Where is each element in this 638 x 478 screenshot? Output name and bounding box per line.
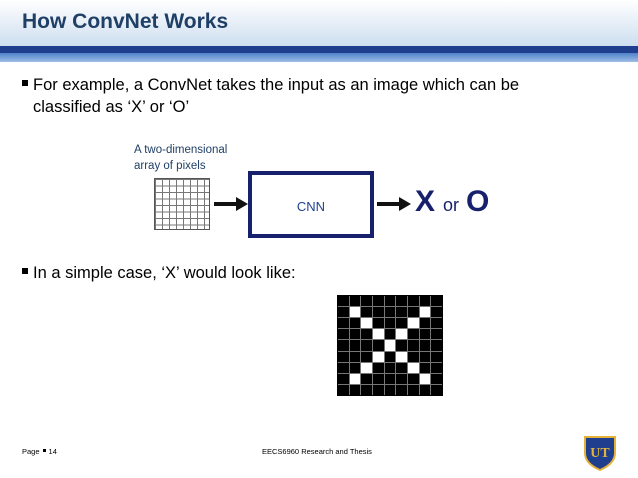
pixel-cell xyxy=(408,340,419,350)
pixel-cell xyxy=(338,318,349,328)
pixel-cell xyxy=(431,340,442,350)
bullet-marker xyxy=(22,80,28,86)
pixel-cell xyxy=(420,296,431,306)
pixel-cell xyxy=(420,318,431,328)
pixel-cell xyxy=(350,307,361,317)
x-pattern-grid xyxy=(337,295,443,396)
slide-title: How ConvNet Works xyxy=(22,10,229,33)
pixel-cell xyxy=(385,340,396,350)
pixel-cell xyxy=(431,329,442,339)
pixel-array-caption xyxy=(134,142,254,174)
pixel-cell xyxy=(373,329,384,339)
title-rule xyxy=(0,46,638,53)
pixel-cell xyxy=(350,374,361,384)
pixel-cell xyxy=(396,352,407,362)
bullet-1-line1: For example, a ConvNet takes the input as an image which can be xyxy=(33,76,520,94)
bullet-2-line1: In a simple case, ‘X’ would look like: xyxy=(33,264,296,282)
pixel-cell xyxy=(338,307,349,317)
pixel-cell xyxy=(338,385,349,395)
arrow-to-cnn xyxy=(214,197,248,211)
page-number-value: 14 xyxy=(48,447,57,456)
bullet-2 xyxy=(22,262,296,284)
pixel-cell xyxy=(431,385,442,395)
pixel-cell xyxy=(385,374,396,384)
pixel-cell xyxy=(408,318,419,328)
pixel-cell xyxy=(385,296,396,306)
pixel-cell xyxy=(338,352,349,362)
pixel-cell xyxy=(350,296,361,306)
pixel-cell xyxy=(338,374,349,384)
footer-bullet xyxy=(43,449,46,452)
pixel-cell xyxy=(408,363,419,373)
arrow-to-output xyxy=(377,197,411,211)
pixel-cell xyxy=(420,352,431,362)
pixel-cell xyxy=(373,374,384,384)
pixel-cell xyxy=(338,340,349,350)
pixel-cell xyxy=(361,385,372,395)
pixel-cell xyxy=(361,307,372,317)
title-rule-gradient xyxy=(0,53,638,62)
pixel-cell xyxy=(338,363,349,373)
pixel-cell xyxy=(373,307,384,317)
pixel-cell xyxy=(408,374,419,384)
university-logo xyxy=(583,435,617,471)
cnn-label: CNN xyxy=(296,199,326,214)
pixel-cell xyxy=(431,374,442,384)
pixel-cell xyxy=(350,318,361,328)
pixel-cell xyxy=(361,296,372,306)
pixel-cell xyxy=(385,385,396,395)
pixel-cell xyxy=(361,352,372,362)
pixel-cell xyxy=(408,352,419,362)
pixel-cell xyxy=(385,363,396,373)
pixel-cell xyxy=(350,329,361,339)
caption-line-2: array of pixels xyxy=(134,160,206,172)
pixel-grid-image xyxy=(154,178,210,230)
arrow-head xyxy=(399,197,411,211)
pixel-cell xyxy=(408,307,419,317)
pixel-cell xyxy=(420,329,431,339)
pixel-cell xyxy=(385,352,396,362)
pixel-cell xyxy=(396,296,407,306)
pixel-cell xyxy=(385,329,396,339)
pixel-cell xyxy=(361,318,372,328)
output-classes xyxy=(415,184,489,220)
pixel-cell xyxy=(420,340,431,350)
pixel-cell xyxy=(338,329,349,339)
pixel-cell xyxy=(431,318,442,328)
pixel-cell xyxy=(338,296,349,306)
output-x: X xyxy=(415,185,436,218)
pixel-cell xyxy=(361,340,372,350)
pixel-cell xyxy=(396,318,407,328)
pixel-cell xyxy=(431,352,442,362)
pixel-cell xyxy=(385,307,396,317)
output-o: O xyxy=(466,185,490,218)
pixel-cell xyxy=(396,340,407,350)
pixel-cell xyxy=(373,318,384,328)
arrow-shaft xyxy=(377,202,401,206)
pixel-cell xyxy=(373,296,384,306)
pixel-cell xyxy=(420,374,431,384)
pixel-cell xyxy=(350,340,361,350)
bullet-1 xyxy=(22,74,519,118)
logo-text: UT xyxy=(590,446,610,461)
pixel-cell xyxy=(373,352,384,362)
pixel-cell xyxy=(361,374,372,384)
pixel-cell xyxy=(396,385,407,395)
pixel-cell xyxy=(396,374,407,384)
pixel-cell xyxy=(431,296,442,306)
pixel-cell xyxy=(350,363,361,373)
pixel-cell xyxy=(396,363,407,373)
caption-line-1: A two-dimensional xyxy=(134,144,228,156)
pixel-cell xyxy=(373,363,384,373)
pixel-cell xyxy=(431,363,442,373)
pixel-cell xyxy=(373,340,384,350)
arrow-shaft xyxy=(214,202,238,206)
output-or: or xyxy=(443,195,460,215)
pixel-cell xyxy=(361,363,372,373)
pixel-cell xyxy=(361,329,372,339)
pixel-cell xyxy=(408,329,419,339)
cnn-box xyxy=(248,171,374,238)
page-label: Page xyxy=(22,447,40,456)
pixel-cell xyxy=(350,385,361,395)
footer-course: EECS6960 Research and Thesis xyxy=(262,447,372,456)
pixel-cell xyxy=(408,296,419,306)
pixel-cell xyxy=(420,385,431,395)
bullet-marker xyxy=(22,268,28,274)
bullet-1-line2: classified as ‘X’ or ‘O’ xyxy=(33,98,190,116)
pixel-cell xyxy=(350,352,361,362)
pixel-cell xyxy=(396,329,407,339)
pixel-cell xyxy=(373,385,384,395)
pixel-cell xyxy=(420,307,431,317)
pixel-cell xyxy=(431,307,442,317)
pixel-cell xyxy=(420,363,431,373)
arrow-head xyxy=(236,197,248,211)
page-number xyxy=(22,447,57,456)
pixel-cell xyxy=(396,307,407,317)
pixel-cell xyxy=(408,385,419,395)
pixel-cell xyxy=(385,318,396,328)
